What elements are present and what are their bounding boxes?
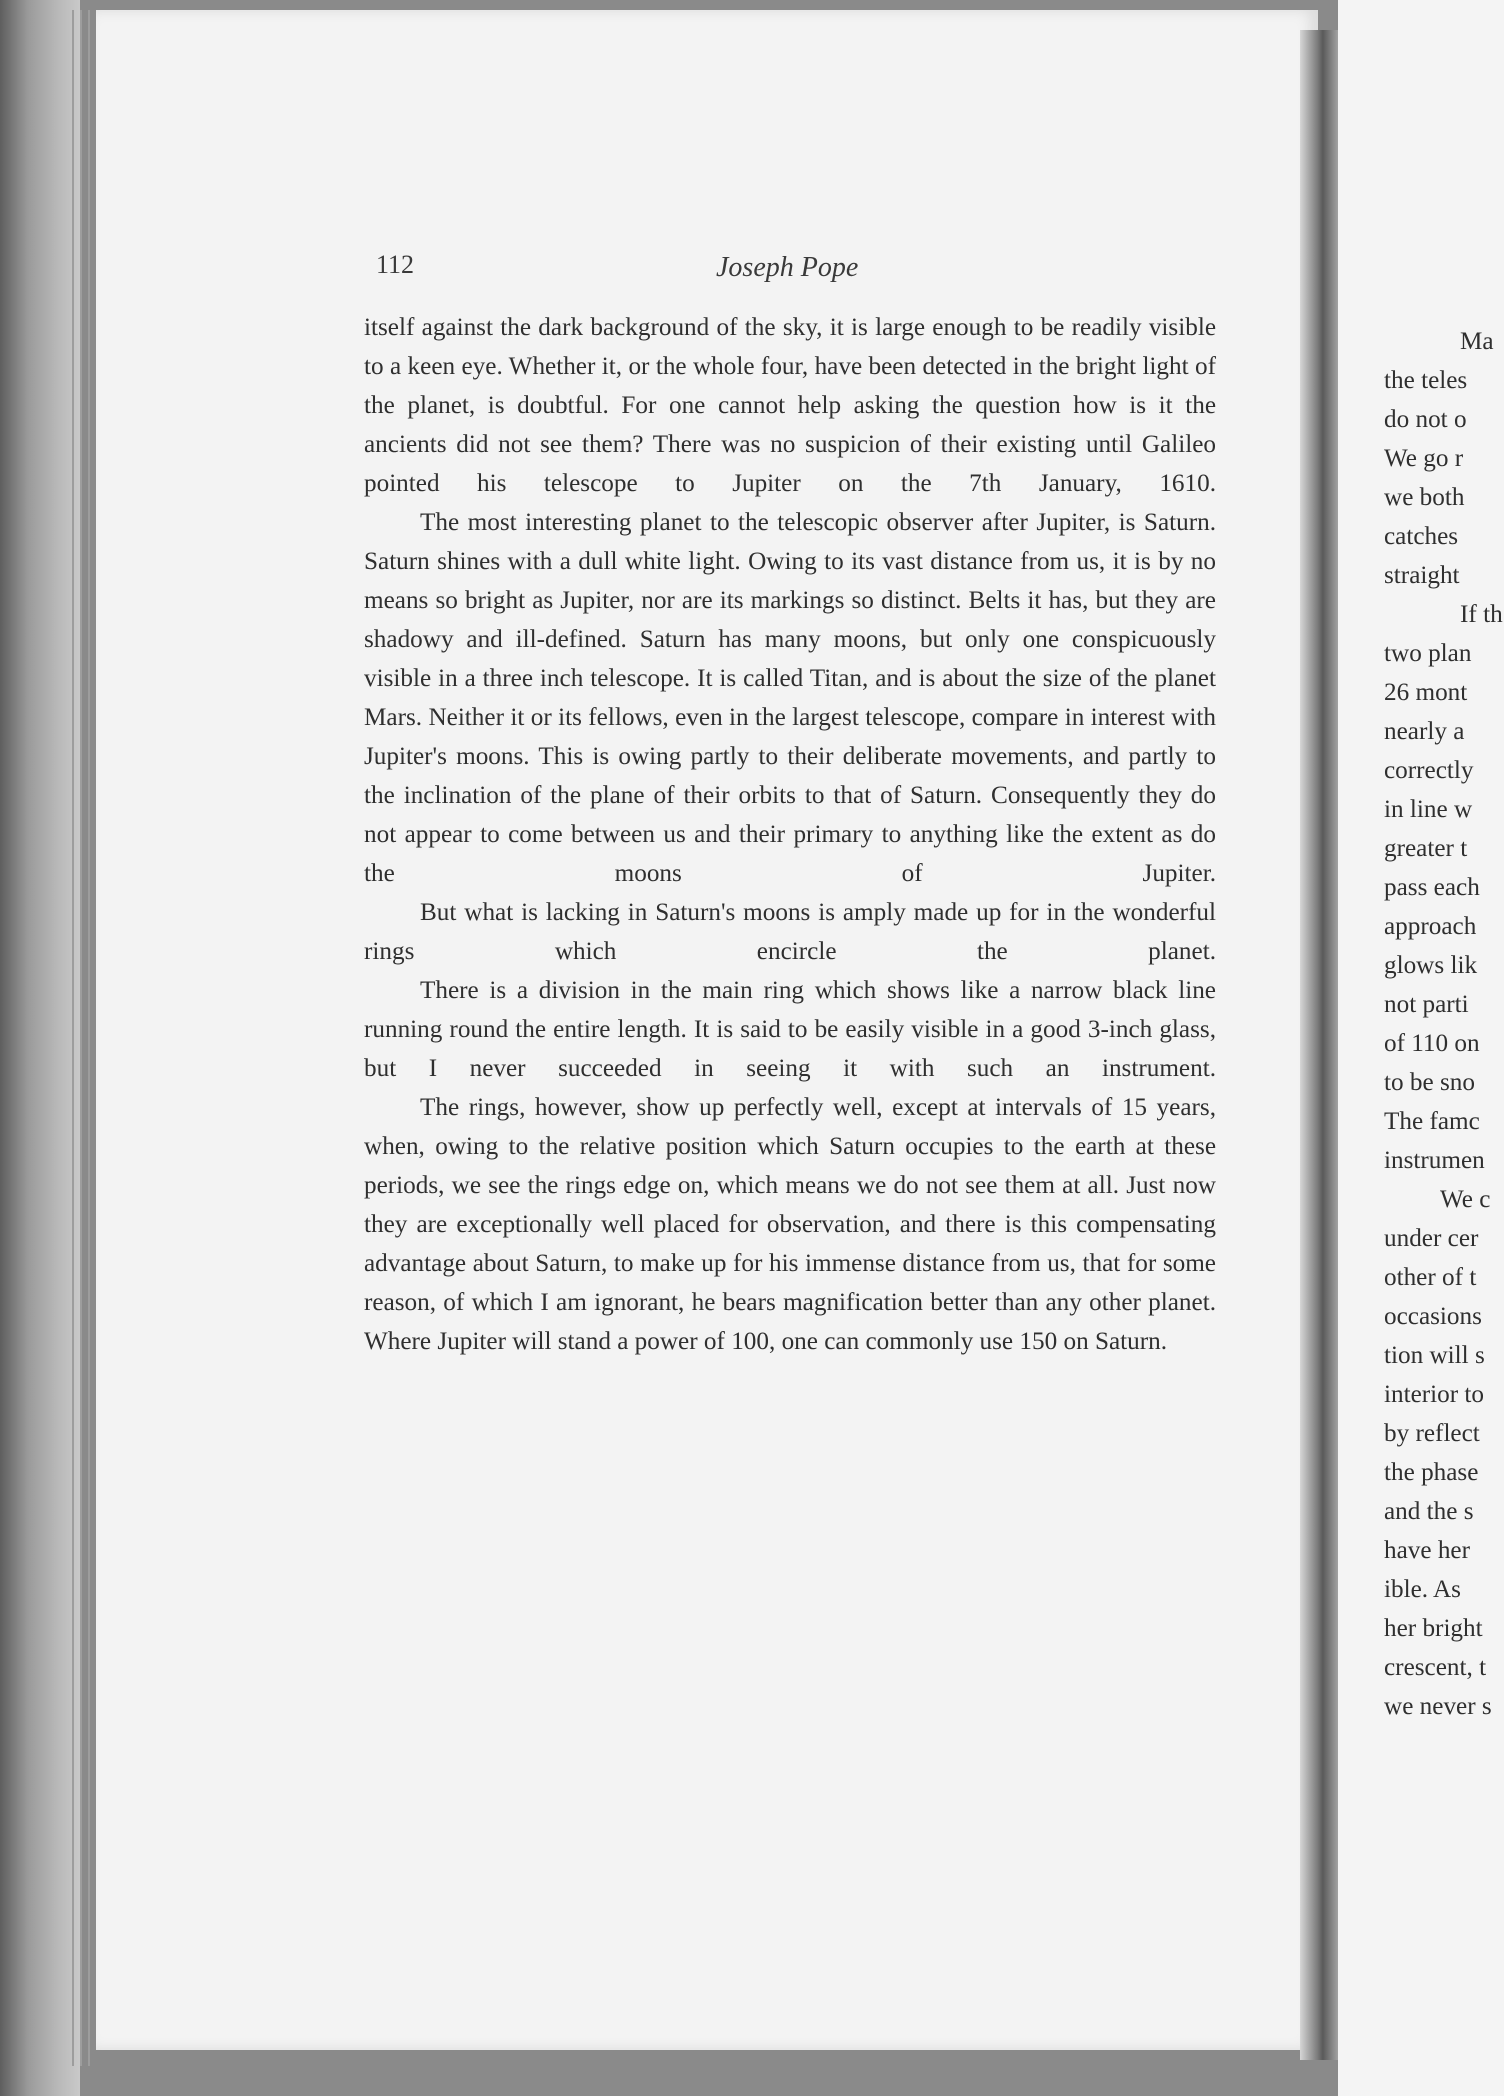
text-line: by reflect <box>1384 1420 1480 1447</box>
text-line: nearly a <box>1384 718 1465 745</box>
text-line: the teles <box>1384 367 1468 394</box>
paragraph: But what is lacking in Saturn's moons is amply made up for in the wonderful rings which encircle the planet. <box>364 899 1216 965</box>
text-line: greater t <box>1384 835 1468 862</box>
page-number: 112 <box>376 250 415 279</box>
text-line: ible. As <box>1384 1576 1461 1603</box>
paragraph: The rings, however, show up perfectly well, except at intervals of 15 years, when, owing to the relative position which Saturn occupies to the earth at these periods, we see the rings edge on, which means we do not see them at all. Just now they are exceptionally well placed for observation, and there is this compensating advantage about Saturn, to make up for his immense distance from us, that for some reason, of which I am ignorant, he bears magnification better than any other planet. Where Jupiter will stand a power of 100, one can commonly use 150 on Saturn. <box>364 1094 1216 1355</box>
text-line: and the s <box>1384 1498 1474 1525</box>
text-line: have her <box>1384 1537 1471 1564</box>
text-line: instrumen <box>1384 1147 1485 1174</box>
text-line: other of t <box>1384 1264 1477 1291</box>
text-line: under cer <box>1384 1225 1479 1252</box>
text-line: two plan <box>1384 640 1472 667</box>
text-line: we never s <box>1384 1693 1492 1720</box>
text-line: approach <box>1384 913 1477 940</box>
text-line: catches <box>1384 523 1459 550</box>
text-line: pass each <box>1384 874 1480 901</box>
page-stack-edge <box>72 10 74 2066</box>
text-line: Ma <box>1460 328 1494 355</box>
text-line: not parti <box>1384 991 1469 1018</box>
page-header-title: Joseph Pope <box>716 252 859 283</box>
text-line: in line w <box>1384 796 1473 823</box>
scanner-edge <box>0 0 80 2096</box>
text-line: correctly <box>1384 757 1474 784</box>
text-line: interior to <box>1384 1381 1485 1408</box>
right-page-text <box>1384 322 1504 1726</box>
text-line: straight <box>1384 562 1460 589</box>
text-line: 26 mont <box>1384 679 1468 706</box>
paragraph: There is a division in the main ring which shows like a narrow black line running round the entire length. It is said to be easily visible in a good 3-inch glass, but I never succeeded in seeing it with such an instrument. <box>364 977 1216 1082</box>
text-line: We c <box>1440 1186 1491 1213</box>
text-line: do not o <box>1384 406 1467 433</box>
text-line: crescent, t <box>1384 1654 1487 1681</box>
text-line: tion will s <box>1384 1342 1485 1369</box>
left-page-text <box>364 308 1216 1361</box>
text-line: the phase <box>1384 1459 1479 1486</box>
book-gutter <box>1300 30 1338 2060</box>
paragraph: itself against the dark background of the sky, it is large enough to be readily visible to a keen eye. Whether it, or the whole four, have been detected in the bright light of the planet, is doubtful. For one cannot help asking the question how is it the ancients did not see them? There was no suspicion of their existing until Galileo pointed his telescope to Jupiter on the 7th January, 1610. <box>364 314 1216 497</box>
page-stack-edge <box>80 10 82 2066</box>
text-line: If th <box>1460 601 1503 628</box>
text-line: occasions <box>1384 1303 1482 1330</box>
page-stack-edge <box>88 10 90 2066</box>
text-line: We go r <box>1384 445 1464 472</box>
text-line: of 110 on <box>1384 1030 1480 1057</box>
text-line: The famc <box>1384 1108 1480 1135</box>
text-line: her bright <box>1384 1615 1483 1642</box>
text-line: to be sno <box>1384 1069 1475 1096</box>
running-head <box>376 250 1216 292</box>
text-line: glows lik <box>1384 952 1478 979</box>
paragraph: The most interesting planet to the telescopic observer after Jupiter, is Saturn. Saturn shines with a dull white light. Owing to its vast distance from us, it is by no means so bright as Jupiter, nor are its markings so distinct. Belts it has, but they are shadowy and ill-defined. Saturn has many moons, but only one conspicuously visible in a three inch telescope. It is called Titan, and is about the size of the planet Mars. Neither it or its fellows, even in the largest telescope, compare in interest with Jupiter's moons. This is owing partly to their deliberate movements, and partly to the inclination of the plane of their orbits to that of Saturn. Consequently they do not appear to come between us and their primary to anything like the extent as do the moons of Jupiter. <box>364 509 1216 887</box>
text-line: we both <box>1384 484 1465 511</box>
